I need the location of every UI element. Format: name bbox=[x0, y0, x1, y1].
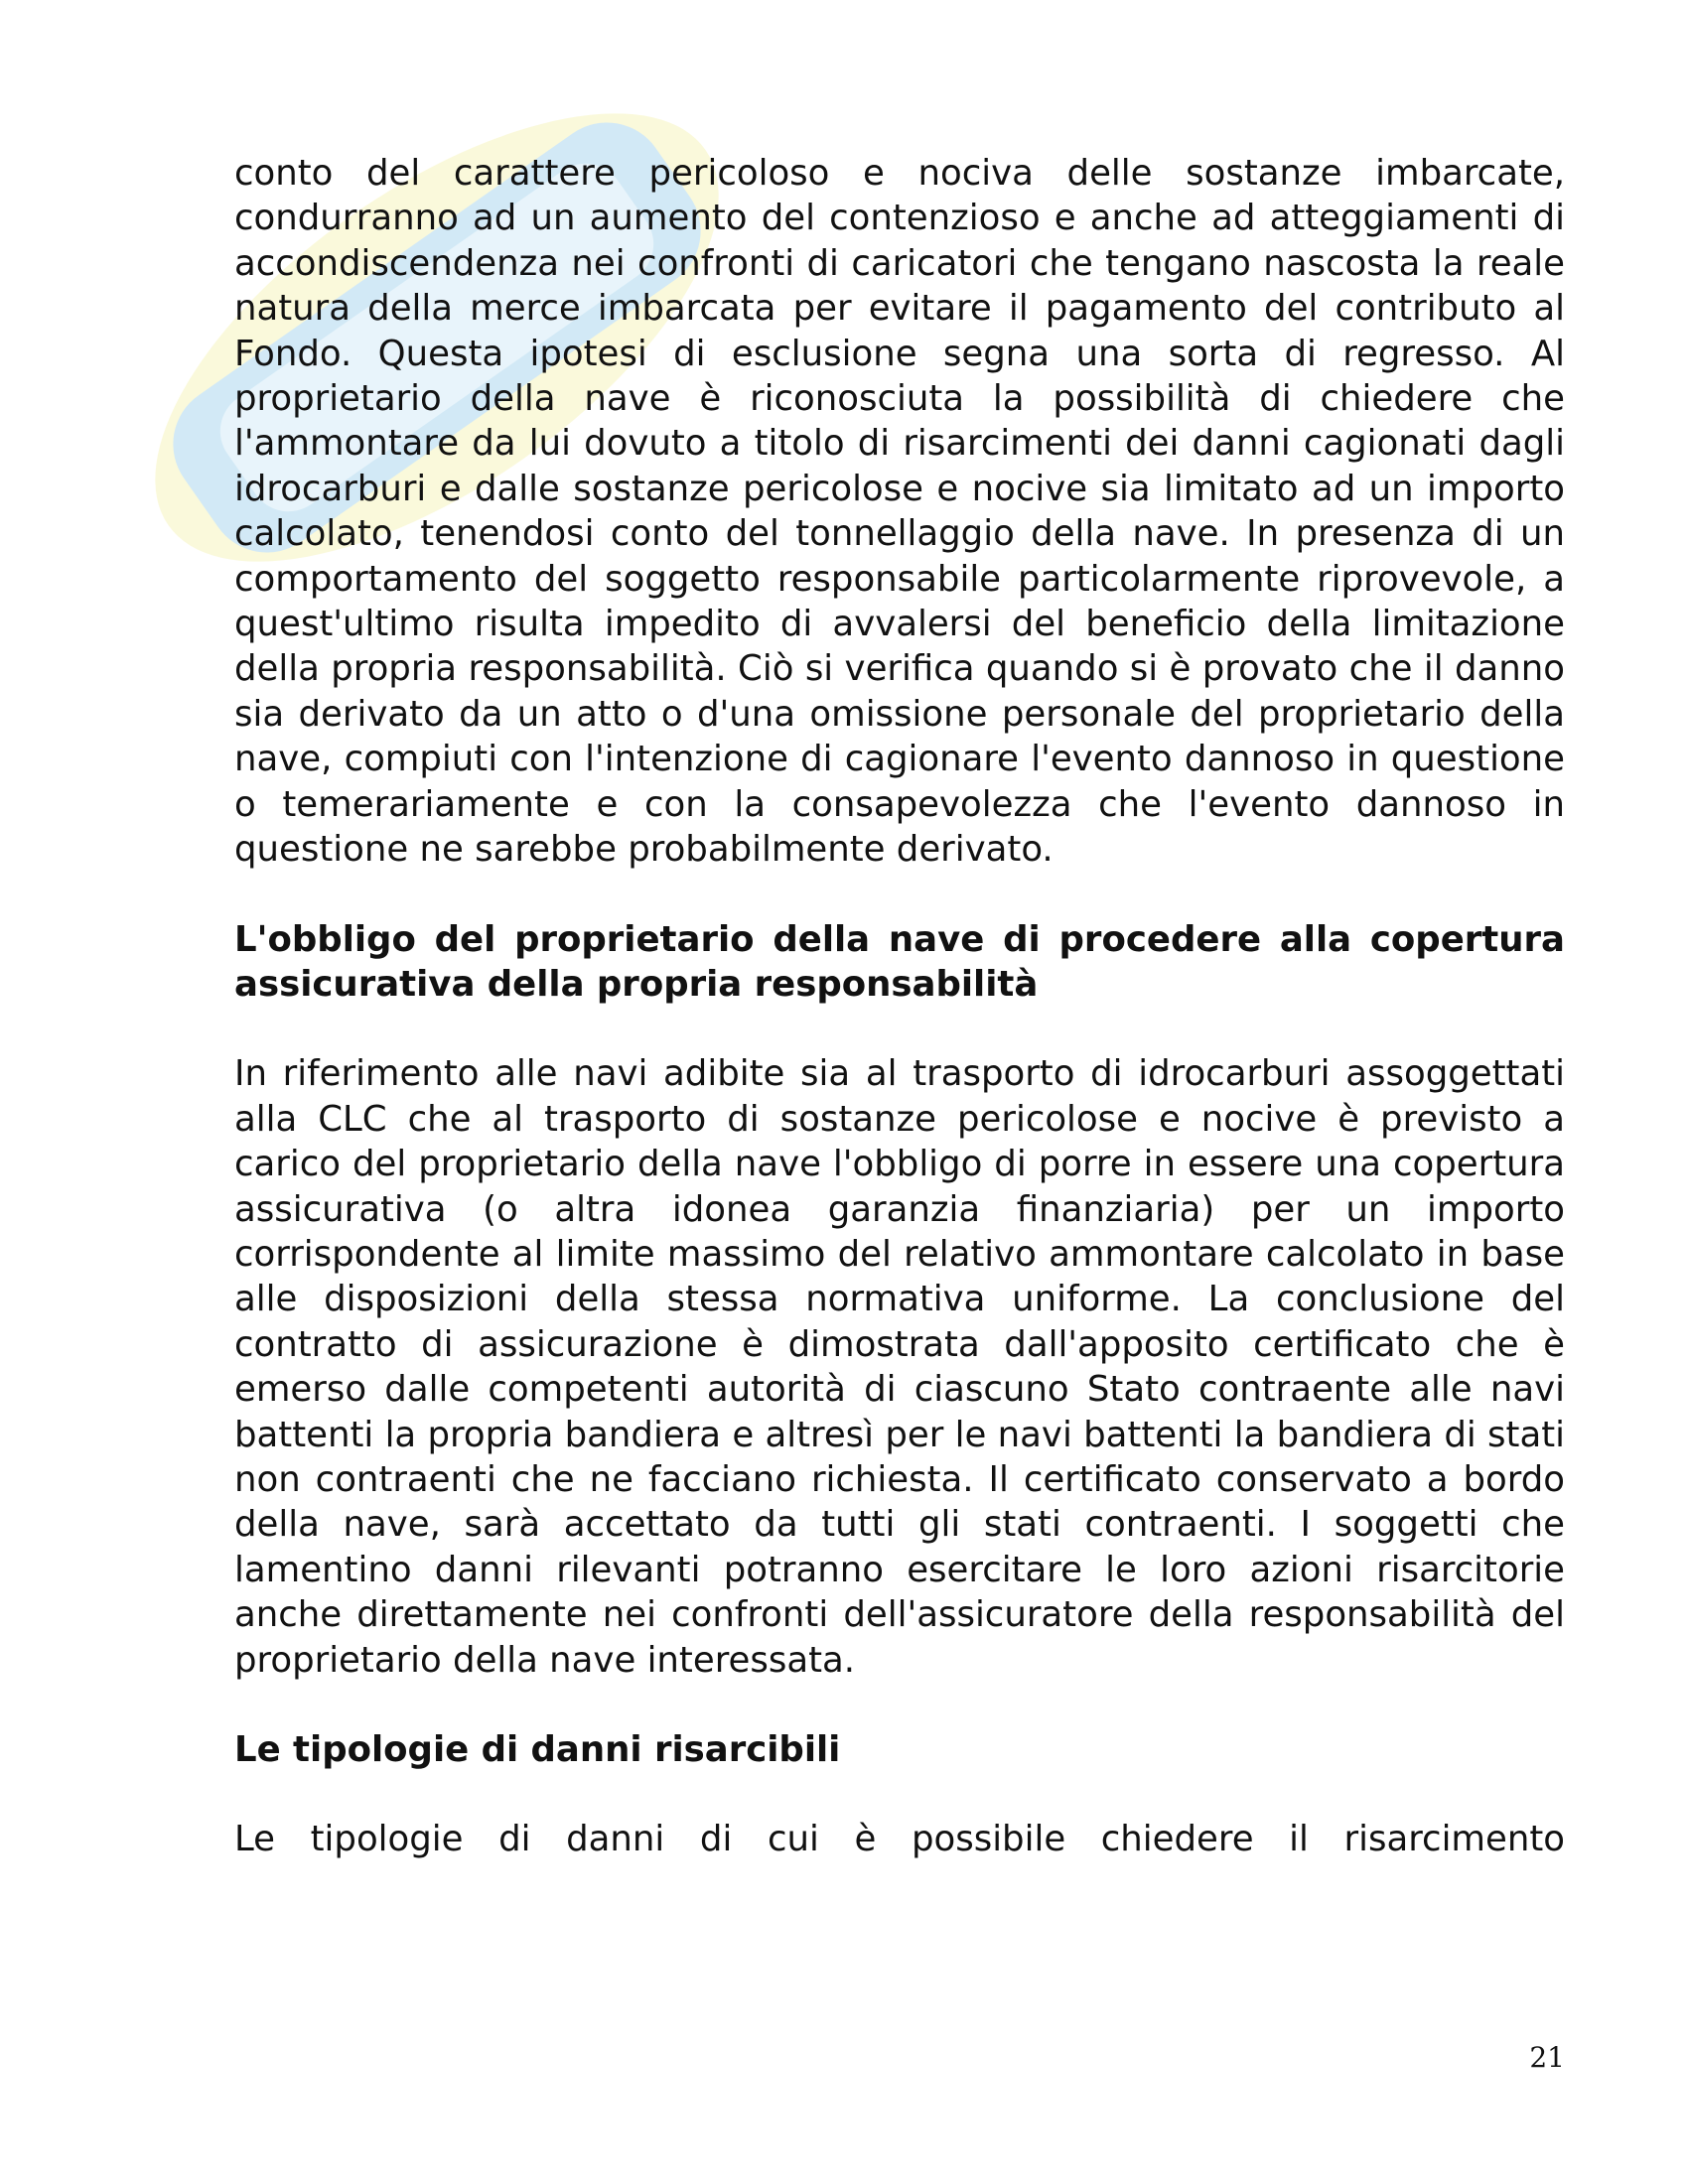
paragraph-2: In riferimento alle navi adibite sia al trasporto di idrocarburi assoggettati alla CLC che al trasporto di sostanze pericolose e nocive è previsto a carico del proprietario della nave l'obbligo di porre in essere una copertura assicurativa (o altra idonea garanzia finanziaria) per un importo corrispondente al limite massimo del relativo ammontare calcolato in base alle disposizioni della stessa normativa uniforme. La conclusione del contratto di assicurazione è dimostrata dall'apposito certificato che è emerso dalle competenti autorità di ciascuno Stato contraente alle navi battenti la propria bandiera e altresì per le navi battenti la bandiera di stati non contraenti che ne facciano richiesta. Il certificato conservato a bordo della nave, sarà accettato da tutti gli stati contraenti. I soggetti che lamentino danni rilevanti potranno esercitare le loro azioni risarcitorie anche direttamente nei confronti dell'assicuratore della responsabilità del proprietario della nave interessata. bbox=[234, 1053, 1565, 1681]
paragraph-1: conto del carattere pericoloso e nociva delle sostanze imbarcate, condurranno ad un aumento del contenzioso e anche ad atteggiamenti di accondiscendenza nei confronti di caricatori che tengano nascosta la reale natura della merce imbarcata per evitare il pagamento del contributo al Fondo. Questa ipotesi di esclusione segna una sorta di regresso. Al proprietario della nave è riconosciuta la possibilità di chiedere che l'ammontare da lui dovuto a titolo di risarcimenti dei danni cagionati dagli idrocarburi e dalle sostanze pericolose e nocive sia limitato ad un importo calcolato, tenendosi conto del tonnellaggio della nave. In presenza di un comportamento del soggetto responsabile particolarmente riprovevole, a quest'ultimo risulta impedito di avvalersi del beneficio della limitazione della propria responsabilità. Ciò si verifica quando si è provato che il danno sia derivato da un atto o d'una omissione personale del proprietario della nave, compiuti con l'intenzione di cagionare l'evento dannoso in questione o temerariamente e con la consapevolezza che l'evento dannoso in questione ne sarebbe probabilmente derivato. bbox=[234, 153, 1565, 871]
section-heading-damage-types: Le tipologie di danni risarcibili bbox=[234, 1729, 841, 1770]
section-heading-insurance-obligation: L'obbligo del proprietario della nave di procedere alla copertura assicurativa della propria responsabilità bbox=[234, 918, 1565, 1005]
document-page bbox=[234, 151, 1565, 1862]
paragraph-3: Le tipologie di danni di cui è possibile chiedere il risarcimento bbox=[234, 1819, 1565, 1860]
page-number: 21 bbox=[1529, 2041, 1565, 2074]
